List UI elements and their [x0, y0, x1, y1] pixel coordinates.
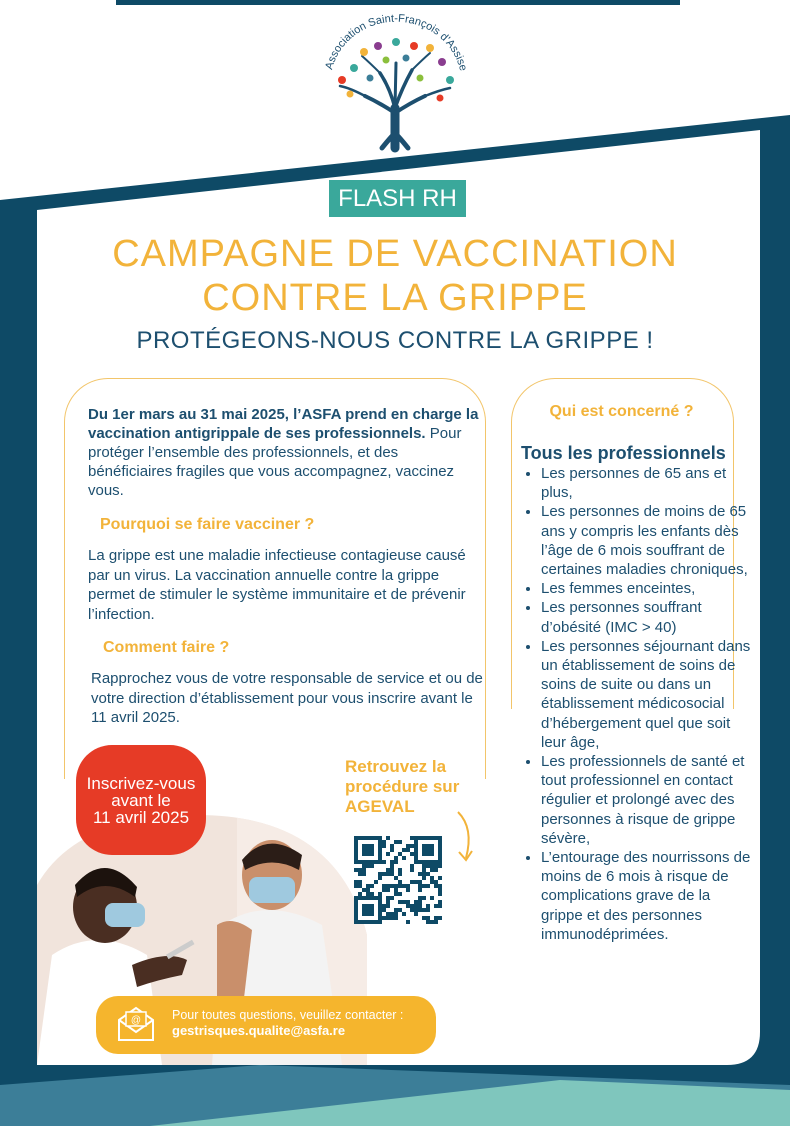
contact-text: Pour toutes questions, veuillez contacter :: [172, 1008, 404, 1022]
svg-text:@: @: [130, 1015, 142, 1026]
list-item: • Les personnes de moins de 65 ans y compris les enfants dès l’âge de 6 mois souffrant de certaines maladies chroniques,: [541, 502, 756, 579]
list-item: • L’entourage des nourrissons de moins de 6 mois à risque de complications grave de la grippe et des personnes immunodéprimées.: [541, 848, 756, 944]
contact-text-block: [172, 1007, 432, 1039]
title-line-2: CONTRE LA GRIPPE: [202, 277, 588, 319]
how-text: Rapprochez vous de votre responsable de service et ou de votre direction d’établissement pour vous inscrire avant le 11 avril 2025.: [91, 670, 483, 726]
register-badge: [76, 745, 206, 855]
who-list: [521, 464, 756, 944]
list-item: • Les personnes de 65 ans et plus,: [541, 464, 756, 502]
mail-icon: [116, 1006, 156, 1042]
list-item: • Les personnes séjournant dans un établissement de soins de soins de suite ou dans un établissement médicosocial d’hébergement quel que soit leur âge,: [541, 637, 756, 752]
intro-paragraph: [88, 405, 480, 500]
intro-text: Pour protéger l’ensemble des professionnels, et des bénéficiaires fragiles que vous accompagnez, vaccinez vous.: [88, 425, 462, 499]
list-item: • Les personnes souffrant d’obésité (IMC > 40): [541, 598, 756, 636]
procedure-line-3: AGEVAL: [345, 797, 415, 816]
badge-line-3: 11 avril 2025: [92, 808, 190, 827]
top-bar: [116, 0, 680, 5]
who-subheading: Tous les professionnels: [521, 443, 726, 463]
badge-line-2: avant le: [111, 791, 171, 810]
contact-banner: [96, 996, 436, 1054]
curved-arrow-icon: [450, 808, 480, 868]
contact-email[interactable]: gestrisques.qualite@asfa.re: [172, 1023, 346, 1038]
title-line-1: CAMPAGNE DE VACCINATION: [112, 233, 678, 275]
who-heading: Qui est concerné ?: [549, 403, 694, 420]
list-item: • Les professionnels de santé et tout professionnel en contact régulier et prolongé avec des personnes à risque de grippe sévère,: [541, 752, 756, 848]
how-heading: Comment faire ?: [103, 639, 230, 656]
flash-rh-label: FLASH RH: [329, 180, 466, 217]
qr-code[interactable]: [354, 836, 442, 924]
intro-bold: Du 1er mars au 31 mai 2025, l’ASFA prend en charge la vaccination antigrippale de ses professionnels.: [88, 406, 479, 442]
page-subtitle: PROTÉGEONS-NOUS CONTRE LA GRIPPE !: [136, 327, 654, 354]
procedure-line-1: Retrouvez la: [345, 757, 447, 776]
logo-text: Association Saint-François d'Assise: [323, 12, 470, 73]
page-title: [60, 232, 730, 320]
procedure-line-2: procédure sur: [345, 777, 460, 796]
why-heading: Pourquoi se faire vacciner ?: [100, 516, 315, 533]
badge-line-1: Inscrivez-vous: [86, 774, 196, 793]
list-item: • Les femmes enceintes,: [541, 579, 756, 598]
why-text: La grippe est une maladie infectieuse contagieuse causé par un virus. La vaccination annuelle contre la grippe permet de stimuler le système immunitaire et de prévenir l’infection.: [88, 547, 466, 623]
association-logo: [320, 8, 470, 153]
